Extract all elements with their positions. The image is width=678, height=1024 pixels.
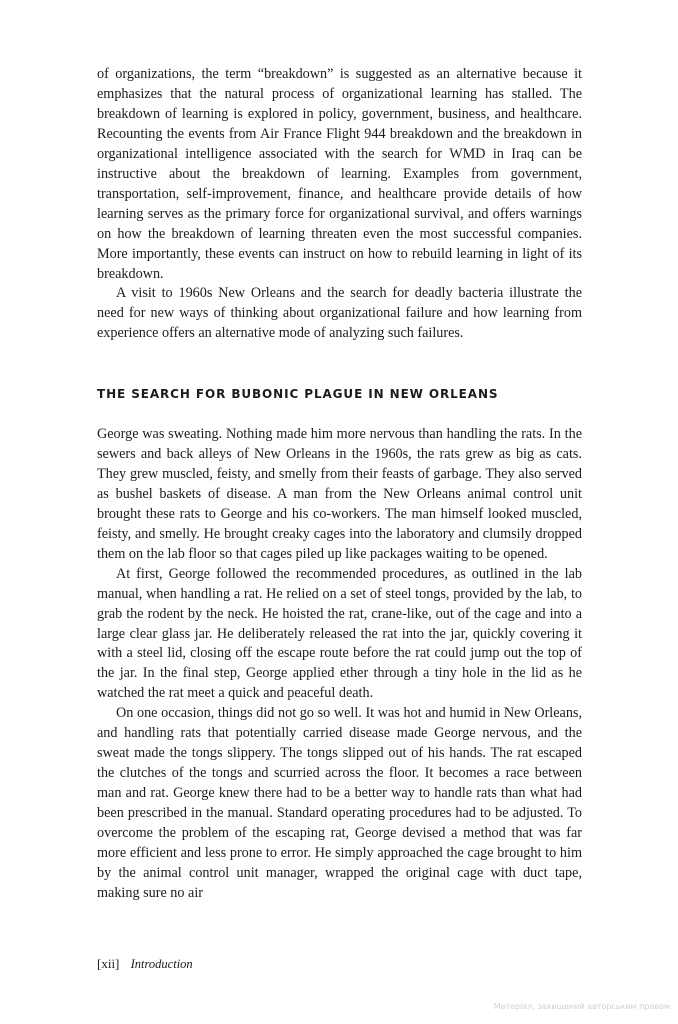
section-paragraph-2: At first, George followed the recommended procedures, as outlined in the lab manual, when handling a rat. He relied on a set of steel tongs, provided by the lab, to grab the rodent by the neck. He hoisted the rat, crane-like, out of the cage and into a large clear glass jar. He deliberately released the rat into the jar, quickly covering it with a steel lid, closing off the escape route before the rat could jump out the top of the jar. In the final step, George applied ether through a tiny hole in the lid as he watched the rat meet a quick and peaceful death. — [97, 565, 582, 702]
section-paragraph-1: George was sweating. Nothing made him more nervous than handling the rats. In the sewers and back alleys of New Orleans in the 1960s, the rats grew as big as cats. They grew muscled, feisty, and smelly from their feasts of garbage. They also served as bushel baskets of disease. A man from the New Orleans animal control unit brought these rats to George and his co-workers. The man himself looked muscled, feisty, and smelly. He brought creaky cages into the laboratory and clumsily dropped them on the lab floor so that cages piled up like packages waiting to be opened. — [97, 426, 582, 562]
section-heading: THE SEARCH FOR BUBONIC PLAGUE IN NEW ORLEANS — [97, 387, 499, 401]
section-paragraph-3: On one occasion, things did not go so well. It was hot and humid in New Orleans, and handling rats that potentially carried disease made George nervous, and the sweat made the tongs slippery. The tongs slipped out of his hands. The rat escaped the clutches of the tongs and scurried across the floor. It becomes a race between man and rat. George knew there had to be a better way to handle rats than what had been prescribed in the manual. Standard operating procedures had to be adjusted. To overcome the problem of the escaping rat, George devised a method that was far more efficient and less prone to error. He simply approached the cage brought to him by the animal control unit manager, wrapped the original cage with duct tape, making sure no air — [97, 705, 582, 901]
intro-paragraph-2: A visit to 1960s New Orleans and the search for deadly bacteria illustrate the need for new ways of thinking about organizational failure and how learning from experience offers an alternative mode of analyzing such failures. — [97, 285, 582, 342]
page-footer — [97, 956, 193, 972]
intro-paragraph-1: of organizations, the term “breakdown” is suggested as an alternative because it emphasizes that the natural process of organizational learning has stalled. The breakdown of learning is explored in policy, government, business, and healthcare. Recounting the events from Air France Flight 944 breakdown and the breakdown in organizational intelligence associated with the search for WMD in Iraq can be instructive about the breakdown of learning. Examples from government, transportation, self-improvement, finance, and healthcare provide details of how learning serves as the primary force for organizational survival, and offers warnings on how the breakdown of learning threaten even the most successful companies. More importantly, these events can instruct on how to rebuild learning in light of its breakdown. — [97, 66, 582, 282]
page-number: [xii] — [97, 956, 120, 971]
running-title: Introduction — [130, 957, 193, 971]
intro-text — [97, 65, 582, 344]
copyright-watermark: Матеріал, захищений авторським правом — [493, 1002, 670, 1011]
section-text — [97, 425, 582, 904]
